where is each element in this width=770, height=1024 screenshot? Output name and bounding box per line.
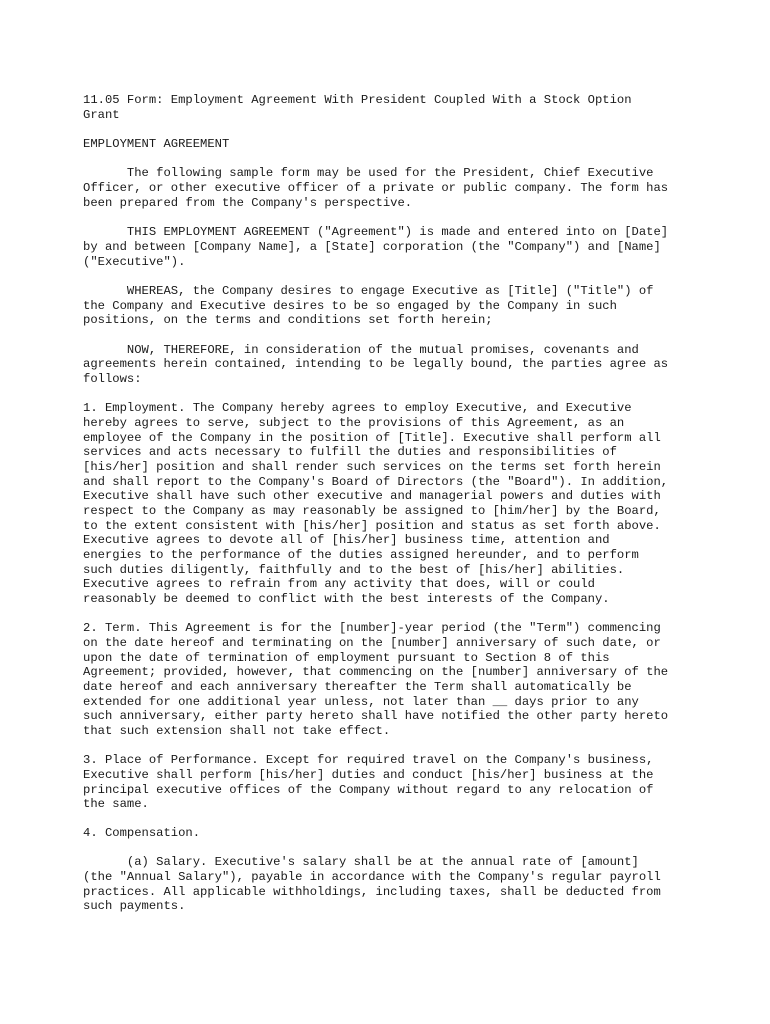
text-line: The following sample form may be used for the President, Chief Executive bbox=[83, 166, 654, 180]
text-line: date hereof and each anniversary thereafter the Term shall automatically be bbox=[83, 680, 632, 694]
text-line: the same. bbox=[83, 797, 149, 811]
text-line: energies to the performance of the duties assigned hereunder, and to perform bbox=[83, 548, 639, 562]
text-line: principal executive offices of the Company without regard to any relocation of bbox=[83, 783, 654, 797]
text-line: hereby agrees to serve, subject to the provisions of this Agreement, as an bbox=[83, 416, 625, 430]
text-line: (a) Salary. Executive's salary shall be at the annual rate of [amount] bbox=[83, 855, 639, 869]
text-line: such payments. bbox=[83, 899, 186, 913]
text-line: Agreement; provided, however, that commencing on the [number] anniversary of the bbox=[83, 665, 669, 679]
text-line: to the extent consistent with [his/her] position and status as set forth above. bbox=[83, 519, 661, 533]
text-line: 3. Place of Performance. Except for required travel on the Company's business, bbox=[83, 753, 654, 767]
text-line: THIS EMPLOYMENT AGREEMENT ("Agreement") is made and entered into on [Date] bbox=[83, 225, 669, 239]
text-line: 2. Term. This Agreement is for the [number]-year period (the "Term") commencing bbox=[83, 621, 661, 635]
text-line: by and between [Company Name], a [State] corporation (the "Company") and [Name] bbox=[83, 240, 661, 254]
text-line: on the date hereof and terminating on the [number] anniversary of such date, or bbox=[83, 636, 661, 650]
text-line: ("Executive"). bbox=[83, 255, 186, 269]
heading-line: Grant bbox=[83, 108, 120, 122]
text-line: agreements herein contained, intending to be legally bound, the parties agree as bbox=[83, 357, 669, 371]
text-line: 1. Employment. The Company hereby agrees to employ Executive, and Executive bbox=[83, 401, 632, 415]
text-line: reasonably be deemed to conflict with the best interests of the Company. bbox=[83, 592, 610, 606]
text-line: employee of the Company in the position of [Title]. Executive shall perform all bbox=[83, 431, 661, 445]
heading-line: 11.05 Form: Employment Agreement With President Coupled With a Stock Option bbox=[83, 93, 632, 107]
text-line: such duties diligently, faithfully and to the best of [his/her] abilities. bbox=[83, 563, 625, 577]
text-line: Executive shall perform [his/her] duties and conduct [his/her] business at the bbox=[83, 768, 654, 782]
text-line: respect to the Company as may reasonably be assigned to [him/her] by the Board, bbox=[83, 504, 661, 518]
text-line: the Company and Executive desires to be so engaged by the Company in such bbox=[83, 299, 617, 313]
text-line: follows: bbox=[83, 372, 142, 386]
text-line: NOW, THEREFORE, in consideration of the mutual promises, covenants and bbox=[83, 343, 639, 357]
text-line: positions, on the terms and conditions set forth herein; bbox=[83, 313, 493, 327]
section-title: EMPLOYMENT AGREEMENT bbox=[83, 137, 230, 151]
text-line: Executive shall have such other executive and managerial powers and duties with bbox=[83, 489, 661, 503]
text-line: been prepared from the Company's perspective. bbox=[83, 196, 413, 210]
text-line: such anniversary, either party hereto shall have notified the other party hereto bbox=[83, 709, 669, 723]
text-line: upon the date of termination of employment pursuant to Section 8 of this bbox=[83, 651, 610, 665]
text-line: that such extension shall not take effect. bbox=[83, 724, 391, 738]
text-line: Executive agrees to refrain from any activity that does, will or could bbox=[83, 577, 595, 591]
text-line: Executive agrees to devote all of [his/her] business time, attention and bbox=[83, 533, 610, 547]
section-compensation-title: 4. Compensation. bbox=[83, 826, 201, 840]
text-line: practices. All applicable withholdings, including taxes, shall be deducted from bbox=[83, 885, 661, 899]
text-line: services and acts necessary to fulfill the duties and responsibilities of bbox=[83, 445, 617, 459]
text-line: Officer, or other executive officer of a private or public company. The form has bbox=[83, 181, 669, 195]
text-line: and shall report to the Company's Board of Directors (the "Board"). In addition, bbox=[83, 475, 669, 489]
text-line: [his/her] position and shall render such services on the terms set forth herein bbox=[83, 460, 661, 474]
text-line: (the "Annual Salary"), payable in accordance with the Company's regular payroll bbox=[83, 870, 661, 884]
text-line: extended for one additional year unless, not later than __ days prior to any bbox=[83, 695, 639, 709]
text-line: WHEREAS, the Company desires to engage Executive as [Title] ("Title") of bbox=[83, 284, 654, 298]
